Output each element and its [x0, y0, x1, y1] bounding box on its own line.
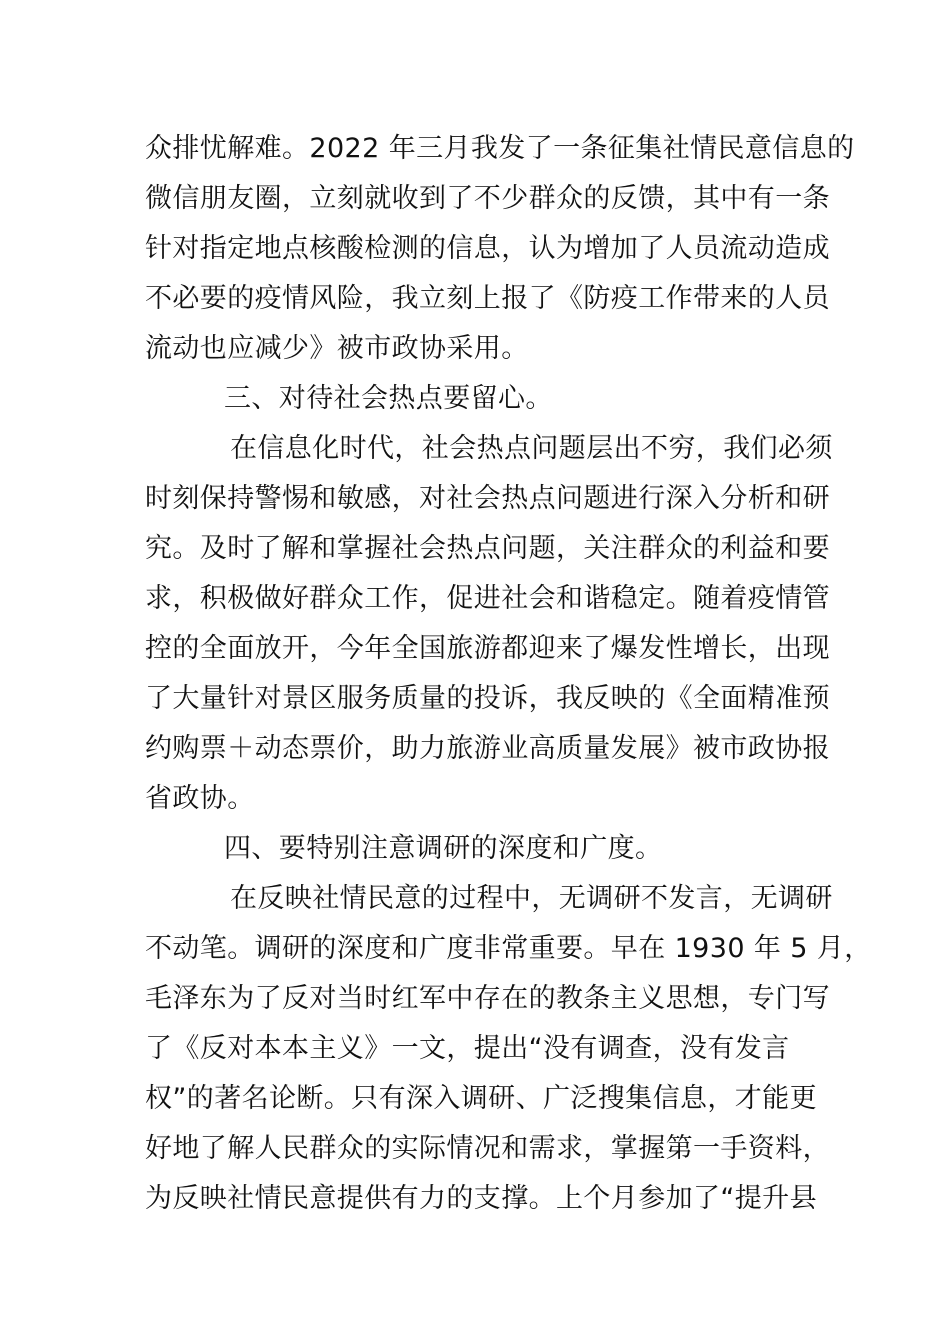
section-heading-3: 三、对待社会热点要留心。 [224, 383, 553, 414]
text-line: 不动笔。调研的深度和广度非常重要。早在 1930 年 5 月， [145, 933, 872, 964]
text-line: 为反映社情民意提供有力的支撑。上个月参加了“提升县 [145, 1183, 817, 1214]
text-line: 省政协。 [145, 783, 255, 814]
section-heading-4: 四、要特别注意调研的深度和广度。 [224, 833, 663, 864]
text-line: 了大量针对景区服务质量的投诉，我反映的《全面精准预 [145, 683, 830, 714]
text-line: 好地了解人民群众的实际情况和需求，掌握第一手资料， [145, 1133, 830, 1164]
text-line: 约购票＋动态票价，助力旅游业高质量发展》被市政协报 [145, 733, 830, 764]
text-line: 求，积极做好群众工作，促进社会和谐稳定。随着疫情管 [145, 583, 830, 614]
text-line: 在反映社情民意的过程中，无调研不发言，无调研 [230, 883, 833, 914]
text-line: 毛泽东为了反对当时红军中存在的教条主义思想，专门写 [145, 983, 830, 1014]
text-line: 不必要的疫情风险，我立刻上报了《防疫工作带来的人员 [145, 283, 830, 314]
text-line: 在信息化时代，社会热点问题层出不穷，我们必须 [230, 433, 833, 464]
text-line: 权”的著名论断。只有深入调研、广泛搜集信息，才能更 [145, 1083, 817, 1114]
text-line: 流动也应减少》被市政协采用。 [145, 333, 529, 364]
text-line: 究。及时了解和掌握社会热点问题，关注群众的利益和要 [145, 533, 830, 564]
text-line: 众排忧解难。2022 年三月我发了一条征集社情民意信息的 [145, 133, 855, 164]
text-line: 了《反对本本主义》一文，提出“没有调查，没有发言 [145, 1033, 790, 1064]
text-line: 时刻保持警惕和敏感，对社会热点问题进行深入分析和研 [145, 483, 830, 514]
text-line: 控的全面放开，今年全国旅游都迎来了爆发性增长，出现 [145, 633, 830, 664]
text-line: 微信朋友圈，立刻就收到了不少群众的反馈，其中有一条 [145, 183, 830, 214]
text-line: 针对指定地点核酸检测的信息，认为增加了人员流动造成 [145, 233, 830, 264]
